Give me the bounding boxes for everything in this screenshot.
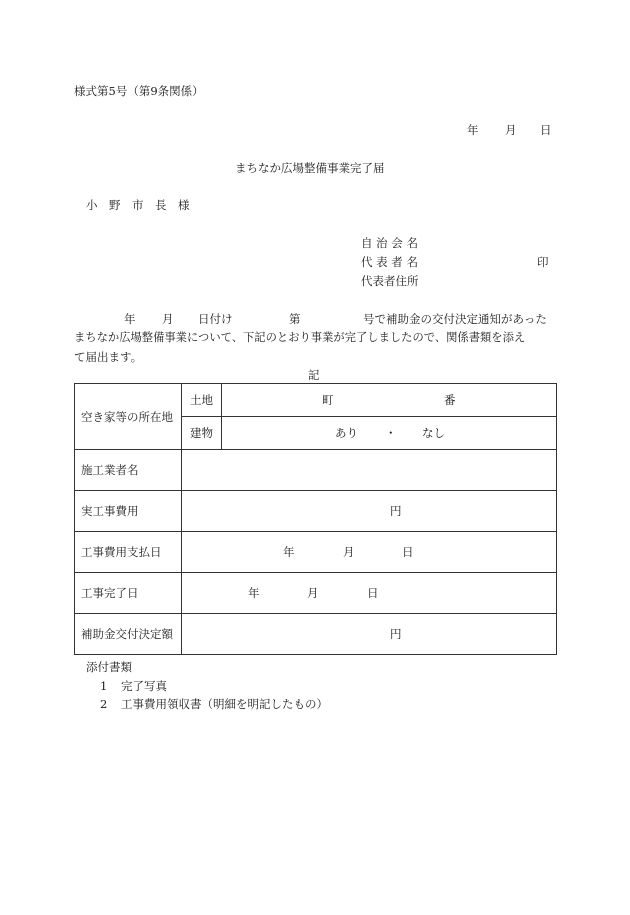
body-line2: まちなか広場整備事業について、下記のとおり事業が完了しましたので、関係書類を添え [74,331,526,344]
document-title: まちなか広場整備事業完了届 [235,161,385,175]
seal-mark: 印 [537,255,549,269]
payment-date-label: 工事費用支払日 [75,532,182,573]
body-line1-tail: 号で補助金の交付決定通知があった [363,312,547,326]
subsidy-label: 補助金交付決定額 [75,614,182,655]
completion-day-label: 日 [367,586,379,600]
building-label: 建物 [182,417,222,450]
form-number: 様式第5号（第9条関係） [74,84,204,98]
payment-year-label: 年 [283,545,295,559]
ki-heading: 記 [308,368,320,382]
completion-month-label: 月 [307,586,319,600]
body-line3: て届出ます。 [74,350,143,364]
location-label: 空き家等の所在地 [75,384,182,450]
payment-month-label: 月 [343,545,355,559]
report-table [74,383,557,655]
body-month: 月 [162,312,174,326]
subsidy-unit: 円 [390,627,402,641]
row-contractor [75,450,557,491]
row-subsidy [75,614,557,655]
row-actual-cost [75,491,557,532]
addressee: 小 野 市 長 様 [86,198,190,212]
body-day-dated: 日付け [198,312,233,326]
payment-day-label: 日 [402,545,414,559]
building-separator: ・ [385,426,397,440]
row-payment-date [75,532,557,573]
subsidy-value-cell[interactable] [182,614,557,655]
attachment-item-2-text: 工事費用領収書（明細を明記したもの） [121,697,328,711]
row-completion-date [75,573,557,614]
actual-cost-unit: 円 [390,504,402,518]
representative-name-label: 代 表 者 名 [361,255,418,269]
land-label: 土地 [182,384,222,417]
payment-date-value-cell[interactable] [182,532,557,573]
attachments-title: 添付書類 [86,660,132,674]
land-number-label: 番 [444,393,456,407]
contractor-value-cell[interactable] [182,450,557,491]
building-yes-option[interactable]: あり [335,426,358,440]
building-no-option[interactable]: なし [422,426,445,440]
completion-date-label: 工事完了日 [75,573,182,614]
body-number-prefix: 第 [289,312,301,326]
representative-address-label: 代表者住所 [361,274,419,288]
attachment-item-1-number: 1 [100,679,108,693]
building-value-cell[interactable] [222,417,557,450]
association-name-label: 自 治 会 名 [361,236,418,250]
completion-date-value-cell[interactable] [182,573,557,614]
body-year: 年 [124,312,136,326]
actual-cost-value-cell[interactable] [182,491,557,532]
completion-year-label: 年 [248,586,260,600]
contractor-label: 施工業者名 [75,450,182,491]
date-year-label: 年 [467,123,479,137]
attachment-item-2-number: 2 [100,697,108,711]
date-month-label: 月 [505,123,517,137]
date-day-label: 日 [540,123,552,137]
actual-cost-label: 実工事費用 [75,491,182,532]
land-value-cell[interactable] [222,384,557,417]
land-town-label: 町 [322,393,334,407]
row-land [75,384,557,417]
attachment-item-1-text: 完了写真 [121,679,167,693]
